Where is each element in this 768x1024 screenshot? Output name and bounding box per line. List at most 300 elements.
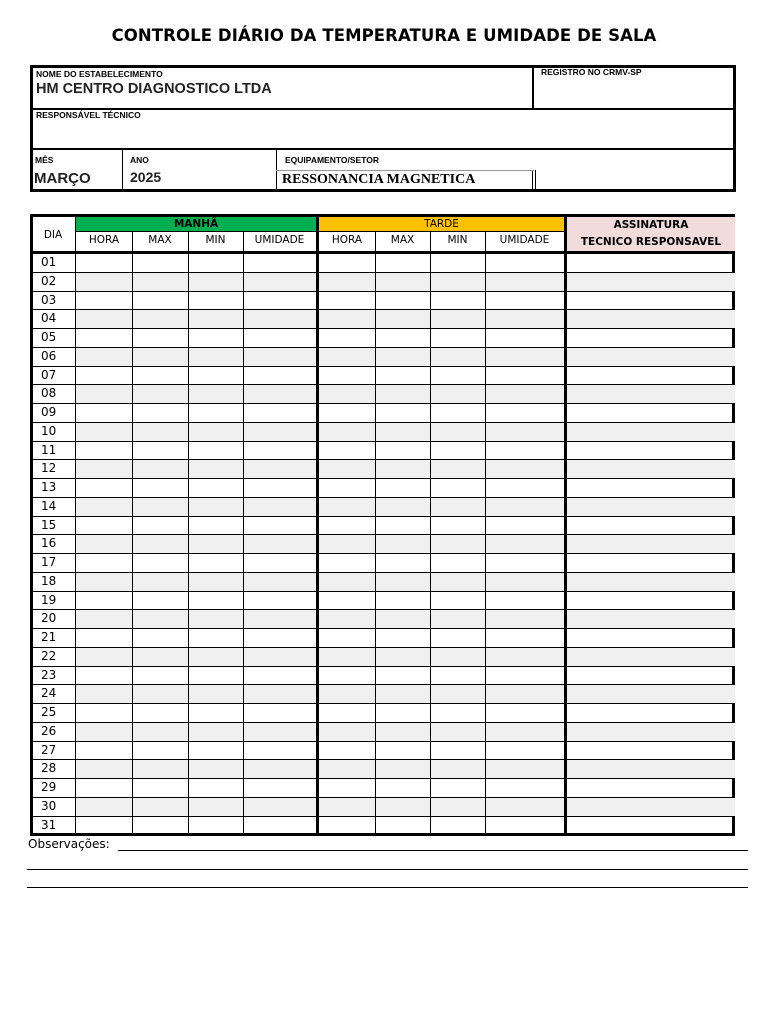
table-cell[interactable] [132, 573, 188, 592]
table-cell[interactable] [485, 254, 564, 273]
table-cell[interactable] [188, 348, 243, 367]
table-cell[interactable] [243, 442, 316, 461]
table-cell[interactable] [430, 610, 485, 629]
table-cell[interactable] [243, 517, 316, 536]
table-cell[interactable] [76, 292, 132, 311]
table-cell[interactable] [485, 592, 564, 611]
table-cell[interactable] [430, 404, 485, 423]
table-cell[interactable] [430, 442, 485, 461]
table-cell[interactable] [76, 667, 132, 686]
day-label: 15 [41, 517, 57, 532]
signature-cell[interactable] [567, 385, 735, 404]
table-cell[interactable] [319, 329, 375, 348]
signature-cell[interactable] [567, 779, 735, 798]
table-cell[interactable] [76, 554, 132, 573]
table-cell[interactable] [485, 742, 564, 761]
table-cell[interactable] [375, 648, 430, 667]
table-cell[interactable] [76, 254, 132, 273]
table-cell[interactable] [76, 404, 132, 423]
table-cell[interactable] [243, 273, 316, 292]
table-cell[interactable] [319, 798, 375, 817]
table-cell[interactable] [319, 423, 375, 442]
tarde-min-header: MIN [447, 234, 468, 246]
table-cell[interactable] [430, 273, 485, 292]
table-cell[interactable] [132, 367, 188, 386]
table-cell[interactable] [375, 498, 430, 517]
table-cell[interactable] [375, 310, 430, 329]
table-cell[interactable] [132, 460, 188, 479]
table-cell[interactable] [76, 517, 132, 536]
table-cell[interactable] [430, 292, 485, 311]
table-cell[interactable] [319, 704, 375, 723]
table-cell[interactable] [243, 498, 316, 517]
table-cell[interactable] [76, 460, 132, 479]
table-cell[interactable] [319, 385, 375, 404]
table-cell[interactable] [319, 742, 375, 761]
table-cell[interactable] [430, 629, 485, 648]
signature-cell[interactable] [567, 798, 735, 817]
table-cell[interactable] [485, 798, 564, 817]
table-cell[interactable] [319, 592, 375, 611]
table-cell[interactable] [485, 460, 564, 479]
table-cell[interactable] [132, 517, 188, 536]
table-cell[interactable] [430, 535, 485, 554]
table-cell[interactable] [319, 442, 375, 461]
table-cell[interactable] [375, 779, 430, 798]
table-cell[interactable] [188, 423, 243, 442]
signature-cell[interactable] [567, 367, 735, 386]
table-cell[interactable] [375, 667, 430, 686]
day-label: 17 [41, 555, 57, 569]
table-cell[interactable] [76, 273, 132, 292]
table-cell[interactable] [430, 554, 485, 573]
table-cell[interactable] [319, 254, 375, 273]
table-cell[interactable] [375, 423, 430, 442]
table-cell[interactable] [132, 442, 188, 461]
table-cell[interactable] [243, 779, 316, 798]
table-cell[interactable] [319, 779, 375, 798]
table-cell[interactable] [485, 817, 564, 836]
signature-cell[interactable] [567, 254, 735, 273]
table-cell[interactable] [188, 517, 243, 536]
table-cell[interactable] [243, 592, 316, 611]
table-cell[interactable] [132, 629, 188, 648]
table-cell[interactable] [375, 273, 430, 292]
table-cell[interactable] [132, 704, 188, 723]
table-cell[interactable] [243, 742, 316, 761]
table-row [33, 779, 735, 798]
table-cell[interactable] [76, 348, 132, 367]
table-cell[interactable] [243, 798, 316, 817]
table-cell[interactable] [485, 535, 564, 554]
table-cell[interactable] [319, 760, 375, 779]
table-cell[interactable] [76, 310, 132, 329]
table-cell[interactable] [188, 742, 243, 761]
table-cell[interactable] [243, 629, 316, 648]
table-cell[interactable] [188, 667, 243, 686]
table-cell[interactable] [430, 310, 485, 329]
table-cell[interactable] [319, 817, 375, 836]
signature-cell[interactable] [567, 348, 735, 367]
table-cell[interactable] [243, 704, 316, 723]
equip-field[interactable]: RESSONANCIA MAGNETICA [282, 172, 476, 187]
table-cell[interactable] [485, 385, 564, 404]
table-cell[interactable] [76, 742, 132, 761]
table-cell[interactable] [485, 517, 564, 536]
table-cell[interactable] [243, 610, 316, 629]
table-cell[interactable] [430, 704, 485, 723]
signature-cell[interactable] [567, 517, 735, 536]
table-cell[interactable] [319, 610, 375, 629]
table-cell[interactable] [319, 273, 375, 292]
table-cell[interactable] [319, 517, 375, 536]
table-cell[interactable] [375, 723, 430, 742]
table-cell[interactable] [485, 329, 564, 348]
table-cell[interactable] [132, 554, 188, 573]
table-cell[interactable] [243, 348, 316, 367]
signature-cell[interactable] [567, 742, 735, 761]
table-cell[interactable] [485, 573, 564, 592]
signature-cell[interactable] [567, 273, 735, 292]
table-cell[interactable] [430, 367, 485, 386]
signature-cell[interactable] [567, 329, 735, 348]
table-cell[interactable] [430, 498, 485, 517]
table-cell[interactable] [485, 273, 564, 292]
ano-field[interactable]: 2025 [130, 169, 162, 185]
table-cell[interactable] [132, 535, 188, 554]
table-cell[interactable] [430, 685, 485, 704]
signature-cell[interactable] [567, 442, 735, 461]
table-cell[interactable] [319, 348, 375, 367]
table-cell[interactable] [319, 648, 375, 667]
table-cell[interactable] [375, 554, 430, 573]
signature-cell[interactable] [567, 667, 735, 686]
table-cell[interactable] [132, 310, 188, 329]
table-cell[interactable] [76, 779, 132, 798]
table-cell[interactable] [485, 292, 564, 311]
table-cell[interactable] [243, 573, 316, 592]
table-cell[interactable] [76, 723, 132, 742]
table-cell[interactable] [375, 573, 430, 592]
table-cell[interactable] [375, 798, 430, 817]
table-cell[interactable] [485, 498, 564, 517]
table-cell[interactable] [188, 573, 243, 592]
table-cell[interactable] [430, 798, 485, 817]
table-cell[interactable] [375, 404, 430, 423]
signature-cell[interactable] [567, 479, 735, 498]
table-cell[interactable] [188, 535, 243, 554]
table-cell[interactable] [243, 535, 316, 554]
table-cell[interactable] [430, 592, 485, 611]
table-cell[interactable] [485, 404, 564, 423]
day-label: 04 [41, 311, 57, 326]
table-cell[interactable] [430, 742, 485, 761]
table-cell[interactable] [188, 329, 243, 348]
table-cell[interactable] [132, 479, 188, 498]
table-cell[interactable] [319, 460, 375, 479]
table-cell[interactable] [319, 535, 375, 554]
table-cell[interactable] [430, 385, 485, 404]
signature-cell[interactable] [567, 423, 735, 442]
signature-cell[interactable] [567, 648, 735, 667]
table-cell[interactable] [243, 723, 316, 742]
table-cell[interactable] [188, 779, 243, 798]
table-cell[interactable] [188, 479, 243, 498]
table-cell[interactable] [485, 310, 564, 329]
table-cell[interactable] [430, 423, 485, 442]
table-cell[interactable] [319, 629, 375, 648]
table-cell[interactable] [76, 610, 132, 629]
table-cell[interactable] [430, 667, 485, 686]
table-cell[interactable] [243, 685, 316, 704]
table-cell[interactable] [485, 479, 564, 498]
table-cell[interactable] [76, 498, 132, 517]
mes-field[interactable]: MARÇO [34, 170, 91, 187]
table-cell[interactable] [430, 254, 485, 273]
table-cell[interactable] [132, 610, 188, 629]
table-cell[interactable] [243, 554, 316, 573]
table-cell[interactable] [76, 535, 132, 554]
table-cell[interactable] [243, 329, 316, 348]
table-cell[interactable] [243, 479, 316, 498]
table-cell[interactable] [188, 292, 243, 311]
table-cell[interactable] [375, 385, 430, 404]
table-cell[interactable] [375, 629, 430, 648]
table-cell[interactable] [375, 685, 430, 704]
table-cell[interactable] [430, 517, 485, 536]
table-cell[interactable] [188, 817, 243, 836]
table-cell[interactable] [430, 329, 485, 348]
table-cell[interactable] [375, 292, 430, 311]
table-cell[interactable] [375, 442, 430, 461]
signature-cell[interactable] [567, 310, 735, 329]
table-cell[interactable] [485, 648, 564, 667]
table-cell[interactable] [430, 460, 485, 479]
table-cell[interactable] [485, 667, 564, 686]
table-cell[interactable] [430, 348, 485, 367]
table-cell[interactable] [430, 479, 485, 498]
table-cell[interactable] [132, 798, 188, 817]
table-cell[interactable] [76, 385, 132, 404]
table-cell[interactable] [485, 704, 564, 723]
table-cell[interactable] [76, 423, 132, 442]
table-cell[interactable] [430, 648, 485, 667]
observacoes-line[interactable] [118, 850, 748, 851]
table-cell[interactable] [375, 817, 430, 836]
table-cell[interactable] [76, 629, 132, 648]
table-cell[interactable] [375, 704, 430, 723]
table-cell[interactable] [188, 460, 243, 479]
table-cell[interactable] [76, 367, 132, 386]
table-cell[interactable] [76, 798, 132, 817]
table-cell[interactable] [188, 798, 243, 817]
table-cell[interactable] [243, 367, 316, 386]
signature-cell[interactable] [567, 629, 735, 648]
table-cell[interactable] [76, 573, 132, 592]
table-cell[interactable] [132, 329, 188, 348]
signature-cell[interactable] [567, 573, 735, 592]
signature-cell[interactable] [567, 460, 735, 479]
table-cell[interactable] [188, 385, 243, 404]
table-cell[interactable] [243, 404, 316, 423]
table-cell[interactable] [132, 723, 188, 742]
table-cell[interactable] [375, 329, 430, 348]
table-cell[interactable] [430, 817, 485, 836]
table-cell[interactable] [243, 292, 316, 311]
signature-cell[interactable] [567, 723, 735, 742]
table-row [33, 648, 735, 667]
day-label: 05 [41, 330, 57, 344]
table-cell[interactable] [188, 254, 243, 273]
table-cell[interactable] [132, 348, 188, 367]
table-cell[interactable] [319, 723, 375, 742]
table-cell[interactable] [485, 685, 564, 704]
signature-cell[interactable] [567, 592, 735, 611]
table-cell[interactable] [243, 254, 316, 273]
signature-cell[interactable] [567, 685, 735, 704]
table-cell[interactable] [319, 685, 375, 704]
table-cell[interactable] [188, 592, 243, 611]
table-cell[interactable] [485, 367, 564, 386]
table-cell[interactable] [132, 760, 188, 779]
table-cell[interactable] [319, 498, 375, 517]
signature-cell[interactable] [567, 292, 735, 311]
table-cell[interactable] [76, 704, 132, 723]
table-cell[interactable] [319, 479, 375, 498]
table-cell[interactable] [188, 554, 243, 573]
table-cell[interactable] [375, 460, 430, 479]
table-cell[interactable] [132, 742, 188, 761]
table-cell[interactable] [132, 254, 188, 273]
table-cell[interactable] [76, 760, 132, 779]
table-cell[interactable] [375, 254, 430, 273]
table-cell[interactable] [319, 292, 375, 311]
table-cell[interactable] [188, 498, 243, 517]
day-label: 16 [41, 536, 57, 551]
signature-cell[interactable] [567, 817, 735, 836]
table-cell[interactable] [375, 348, 430, 367]
table-cell[interactable] [485, 779, 564, 798]
table-cell[interactable] [485, 442, 564, 461]
table-cell[interactable] [243, 648, 316, 667]
table-cell[interactable] [76, 329, 132, 348]
table-row [33, 310, 735, 329]
table-cell[interactable] [188, 760, 243, 779]
table-cell[interactable] [188, 610, 243, 629]
table-cell[interactable] [188, 273, 243, 292]
table-cell[interactable] [132, 273, 188, 292]
observacoes-line[interactable] [27, 887, 748, 888]
table-cell[interactable] [243, 310, 316, 329]
table-cell[interactable] [430, 779, 485, 798]
table-cell[interactable] [188, 685, 243, 704]
signature-cell[interactable] [567, 554, 735, 573]
table-cell[interactable] [76, 592, 132, 611]
table-cell[interactable] [430, 573, 485, 592]
table-cell[interactable] [485, 554, 564, 573]
signature-cell[interactable] [567, 498, 735, 517]
table-cell[interactable] [188, 723, 243, 742]
signature-cell[interactable] [567, 704, 735, 723]
table-cell[interactable] [430, 723, 485, 742]
table-cell[interactable] [485, 348, 564, 367]
table-row [33, 367, 735, 386]
table-cell[interactable] [485, 610, 564, 629]
table-cell[interactable] [375, 367, 430, 386]
table-cell[interactable] [430, 760, 485, 779]
table-row [33, 535, 735, 554]
table-cell[interactable] [188, 704, 243, 723]
table-cell[interactable] [132, 498, 188, 517]
table-cell[interactable] [485, 629, 564, 648]
table-cell[interactable] [243, 760, 316, 779]
table-cell[interactable] [375, 760, 430, 779]
table-cell[interactable] [243, 460, 316, 479]
table-cell[interactable] [375, 592, 430, 611]
table-cell[interactable] [132, 423, 188, 442]
signature-cell[interactable] [567, 535, 735, 554]
table-cell[interactable] [243, 817, 316, 836]
table-cell[interactable] [375, 610, 430, 629]
table-cell[interactable] [132, 648, 188, 667]
table-cell[interactable] [76, 442, 132, 461]
table-cell[interactable] [188, 310, 243, 329]
table-cell[interactable] [76, 648, 132, 667]
table-cell[interactable] [485, 723, 564, 742]
table-cell[interactable] [188, 367, 243, 386]
table-cell[interactable] [375, 535, 430, 554]
table-cell[interactable] [132, 817, 188, 836]
table-cell[interactable] [243, 385, 316, 404]
table-cell[interactable] [375, 517, 430, 536]
table-cell[interactable] [132, 685, 188, 704]
table-cell[interactable] [243, 667, 316, 686]
observacoes-label: Observações: [28, 837, 110, 851]
table-cell[interactable] [375, 479, 430, 498]
signature-cell[interactable] [567, 760, 735, 779]
table-cell[interactable] [188, 648, 243, 667]
signature-cell[interactable] [567, 610, 735, 629]
table-cell[interactable] [319, 554, 375, 573]
table-cell[interactable] [485, 423, 564, 442]
table-cell[interactable] [132, 292, 188, 311]
table-cell[interactable] [132, 385, 188, 404]
table-cell[interactable] [485, 760, 564, 779]
table-cell[interactable] [188, 442, 243, 461]
table-cell[interactable] [319, 367, 375, 386]
table-cell[interactable] [243, 423, 316, 442]
table-cell[interactable] [132, 667, 188, 686]
observacoes-line[interactable] [27, 869, 748, 870]
signature-cell[interactable] [567, 404, 735, 423]
table-cell[interactable] [319, 573, 375, 592]
table-cell[interactable] [319, 667, 375, 686]
table-row [33, 817, 735, 836]
table-cell[interactable] [132, 404, 188, 423]
table-cell[interactable] [188, 629, 243, 648]
nome-field[interactable]: HM CENTRO DIAGNOSTICO LTDA [36, 81, 272, 97]
table-cell[interactable] [188, 404, 243, 423]
table-cell[interactable] [132, 592, 188, 611]
table-cell[interactable] [132, 779, 188, 798]
table-cell[interactable] [76, 685, 132, 704]
table-row [33, 629, 735, 648]
table-cell[interactable] [76, 479, 132, 498]
table-cell[interactable] [319, 404, 375, 423]
table-cell[interactable] [319, 310, 375, 329]
table-cell[interactable] [375, 742, 430, 761]
table-cell[interactable] [76, 817, 132, 836]
